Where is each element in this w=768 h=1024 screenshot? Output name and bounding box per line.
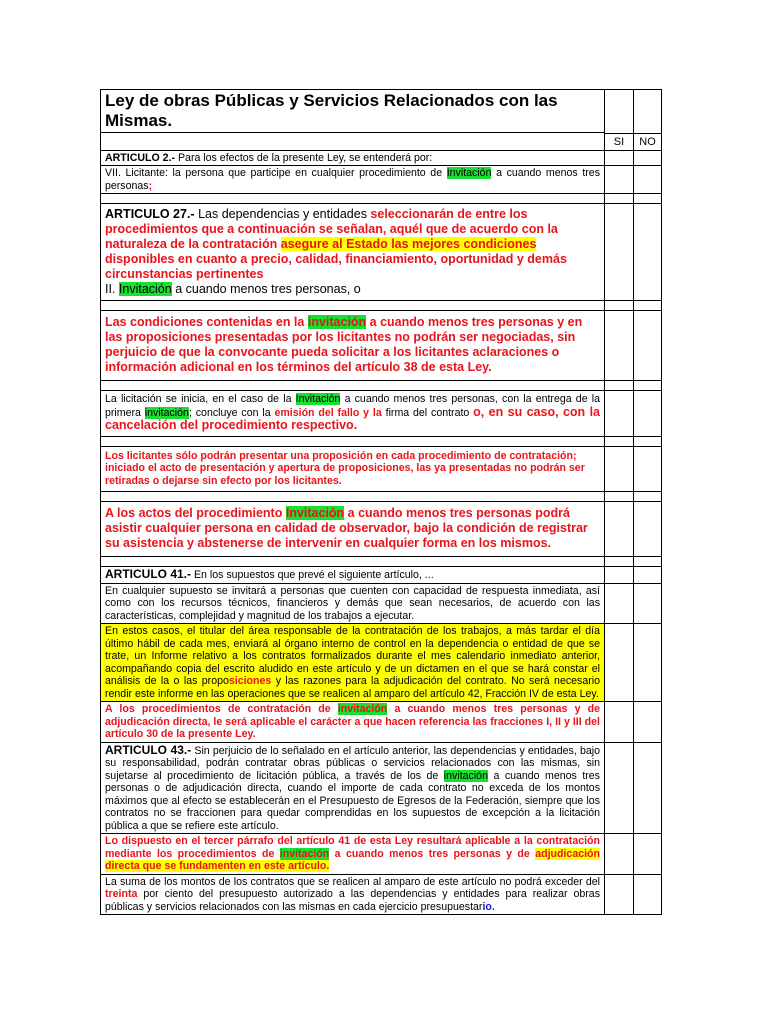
tercer-text-a: Lo dispuesto en el tercer párrafo del artículo 41 de esta Ley resultará aplicable a la contratación mediante los procedimientos de <box>105 835 600 860</box>
article-41-row <box>101 567 662 584</box>
conditions-row <box>101 311 662 381</box>
article-43-label: ARTICULO 43.- <box>105 742 192 757</box>
si-checkbox[interactable] <box>605 446 634 492</box>
no-checkbox[interactable] <box>634 624 662 702</box>
article-2-label: ARTICULO 2.- <box>105 151 176 164</box>
inicia-text-d: firma del contrato <box>381 406 474 419</box>
si-blank-cell <box>605 90 634 134</box>
licitacion-inicia-row <box>101 391 662 437</box>
invitacion-highlight: invitación <box>443 769 488 782</box>
conditions-cell <box>101 311 605 381</box>
no-checkbox[interactable] <box>634 204 662 301</box>
no-blank-cell <box>634 90 662 134</box>
si-checkbox[interactable] <box>605 702 634 743</box>
article-41-cell <box>101 567 605 584</box>
inicia-red-2: o, en su caso, con la cancelación del procedimiento respectivo. <box>105 404 601 432</box>
no-checkbox[interactable] <box>634 311 662 381</box>
article-27-yellow: asegure al Estado las mejores condiciones <box>280 237 537 251</box>
fraction-ii-text: a cuando menos tres personas, o <box>171 282 361 296</box>
article-43-text-b: a cuando menos tres personas o de adjudicación directa, cuando el importe de cada contrato no exceda de los montos máximos que al efecto se establecerán en el Presupuesto de Egresos de la Federación, siempre que los contratos no se fraccionen para quedar comprendidas en los supuestos de excepción a la licitación pública a que se refiere este artículo. <box>105 769 600 832</box>
spacer-row <box>101 436 662 446</box>
tercer-parrafo-row <box>101 834 662 875</box>
article-27-text-a: Las dependencias y entidades <box>194 207 371 221</box>
capacidad-row <box>101 583 662 624</box>
si-checkbox[interactable] <box>605 567 634 584</box>
spacer-row <box>101 557 662 567</box>
invitacion-highlight: Invitación <box>118 282 172 296</box>
si-checkbox[interactable] <box>605 150 634 166</box>
article-43-text-a: Sin perjuicio de lo señalado en el artículo anterior, las dependencias y entidades, bajo su responsabilidad, podrán contratar obras públicas o servicios relacionados con las mismas, sin sujetarse al procedimiento de licitación pública, a través de los de <box>105 744 600 782</box>
tercer-parrafo-cell <box>101 834 605 875</box>
licitante-text-a: VII. Licitante: la persona que participe en cualquier procedimiento de <box>105 167 447 179</box>
informe-text-b: y las razones para la adjudicación del contrato. No será necesario rendir este informe en las operaciones que se realicen al amparo del artículo 42, Fracción IV de esta Ley. <box>105 675 600 700</box>
licitacion-inicia-cell <box>101 391 605 437</box>
invitacion-highlight: Invitación <box>446 167 492 179</box>
si-checkbox[interactable] <box>605 204 634 301</box>
informe-row <box>101 624 662 702</box>
fraction-ii-label: II. <box>105 282 119 296</box>
inicia-text-c: ; concluye con la <box>188 406 275 419</box>
document-title: Ley de obras Públicas y Servicios Relacionados con las Mismas. <box>101 90 605 133</box>
si-checkbox[interactable] <box>605 624 634 702</box>
si-checkbox[interactable] <box>605 502 634 557</box>
tercer-yellow: adjudicación directa que se fundamenten en este artículo. <box>105 847 600 872</box>
si-checkbox[interactable] <box>605 166 634 194</box>
no-checkbox[interactable] <box>634 166 662 194</box>
invitacion-highlight: invitación <box>307 315 367 329</box>
title-row <box>101 90 662 133</box>
checklist-table <box>100 89 662 915</box>
informe-red: siciones <box>228 675 272 687</box>
invitacion-highlight: Invitación <box>295 393 341 405</box>
invitacion-highlight: invitación <box>144 406 189 419</box>
no-checkbox[interactable] <box>634 583 662 624</box>
article-27-cell <box>101 204 605 301</box>
invitacion-highlight: invitación <box>279 847 330 860</box>
inicia-text-a: La licitación se inicia, en el caso de la <box>105 393 296 405</box>
suma-text-a: La suma de los montos de los contratos que se realicen al amparo de este artículo no podrá exceder del <box>105 875 600 888</box>
tercer-text-b: a cuando menos tres personas y de <box>329 847 536 860</box>
header-row <box>101 133 662 150</box>
semicolon-red: ; <box>148 179 153 192</box>
capacidad-cell: En cualquier supuesto se invitará a personas que cuenten con capacidad de respuesta inmediata, así como con los recursos técnicos, financieros y demás que sean necesarios, de acuerdo con las características, complejidad y magnitud de los trabajos a ejecutar. <box>101 583 605 624</box>
no-checkbox[interactable] <box>634 834 662 875</box>
informe-cell <box>101 624 605 702</box>
si-checkbox[interactable] <box>605 742 634 834</box>
inicia-red-1: emisión del fallo y la <box>274 406 382 419</box>
si-checkbox[interactable] <box>605 311 634 381</box>
no-checkbox[interactable] <box>634 874 662 915</box>
article-2-licitante-cell <box>101 166 605 194</box>
no-checkbox[interactable] <box>634 567 662 584</box>
article-43-cell <box>101 742 605 834</box>
si-checkbox[interactable] <box>605 874 634 915</box>
observador-text-b: a cuando menos tres personas podrá asistir cualquier persona en calidad de observador, bajo la condición de registrar su asistencia y abstenerse de intervenir en cualquier forma en los mismos. <box>105 506 588 550</box>
article-27-red-2: disponibles en cuanto a precio, calidad, financiamiento, oportunidad y demás circunstancias pertinentes <box>105 252 567 281</box>
una-proposicion-row <box>101 446 662 492</box>
spacer-row <box>101 194 662 204</box>
invitacion-highlight: Invitación <box>285 506 345 520</box>
spacer-row <box>101 492 662 502</box>
article-41-label: ARTICULO 41.- <box>105 567 192 581</box>
si-header: SI <box>605 133 634 150</box>
suma-montos-row <box>101 874 662 915</box>
suma-text-b: por ciento del presupuesto autorizado a las dependencias y entidades para realizar obras públicas y servicios relacionados con las mismas en cada ejercicio presupuestar <box>105 888 600 913</box>
conditions-text-b: a cuando menos tres personas y en las proposiciones presentadas por los licitantes no podrán ser negociadas, sin perjuicio de que la convocante pueda solicitar a los licitantes aclaraciones o información adicional en los términos del artículo 38 de esta Ley. <box>105 315 583 374</box>
observador-text-a: A los actos del procedimiento <box>105 506 286 520</box>
invitacion-highlight: invitación <box>337 703 388 715</box>
spacer-row <box>101 381 662 391</box>
fracciones-cell <box>101 702 605 743</box>
observador-cell <box>101 502 605 557</box>
article-27-label: ARTICULO 27.- <box>105 207 195 221</box>
informe-text-a: En estos casos, el titular del área responsable de la contratación de los trabajos, a más tardar el día último hábil de cada mes, enviará al órgano interno de control en la dependencia o entidad de que se trate, un Informe relativo a los contratos formalizados durante el mes calendario inmediato anterior, acompañando copia del escrito aludido en este artículo y de un dictamen en el que se hará constar el análisis de la o las propo <box>105 625 600 687</box>
suma-blue: io. <box>482 900 495 913</box>
article-27-row <box>101 204 662 301</box>
una-proposicion-cell: Los licitantes sólo podrán presentar una proposición en cada procedimiento de contratación; iniciado el acto de presentación y apertura de proposiciones, las ya presentadas no podrán ser retiradas o dejarse sin efecto por los licitantes. <box>101 446 605 492</box>
licitante-text-b: a cuando menos tres personas <box>105 167 600 192</box>
si-checkbox[interactable] <box>605 391 634 437</box>
fracciones-text-b: a cuando menos tres personas y de adjudicación directa, le será aplicable el carácter a que hacen referencia las fracciones I, II y III del artículo 30 de la presente Ley. <box>105 703 600 740</box>
spacer-row <box>101 301 662 311</box>
suma-montos-cell <box>101 874 605 915</box>
no-checkbox[interactable] <box>634 150 662 166</box>
article-43-row <box>101 742 662 834</box>
no-checkbox[interactable] <box>634 702 662 743</box>
article-2-cell <box>101 150 605 166</box>
article-2-intro: Para los efectos de la presente Ley, se entenderá por: <box>175 151 433 164</box>
no-checkbox[interactable] <box>634 391 662 437</box>
article-2-row <box>101 150 662 166</box>
no-checkbox[interactable] <box>634 502 662 557</box>
observador-row <box>101 502 662 557</box>
no-checkbox[interactable] <box>634 742 662 834</box>
si-checkbox[interactable] <box>605 834 634 875</box>
fracciones-text-a: A los procedimientos de contratación de <box>105 703 338 715</box>
no-checkbox[interactable] <box>634 446 662 492</box>
si-checkbox[interactable] <box>605 583 634 624</box>
article-27-red-1: seleccionarán de entre los procedimientos que a continuación se señalan, aquél que de acuerdo con la naturaleza de la contratación <box>105 207 558 251</box>
suma-red: treinta <box>105 888 138 900</box>
article-41-text: En los supuestos que prevé el siguiente artículo, ... <box>191 569 434 581</box>
no-header: NO <box>634 133 662 150</box>
fracciones-row <box>101 702 662 743</box>
inicia-text-b: a cuando menos tres personas, con la entrega de la primera <box>105 393 600 419</box>
conditions-text-a: Las condiciones contenidas en la <box>105 315 308 329</box>
article-2-licitante-row <box>101 166 662 194</box>
